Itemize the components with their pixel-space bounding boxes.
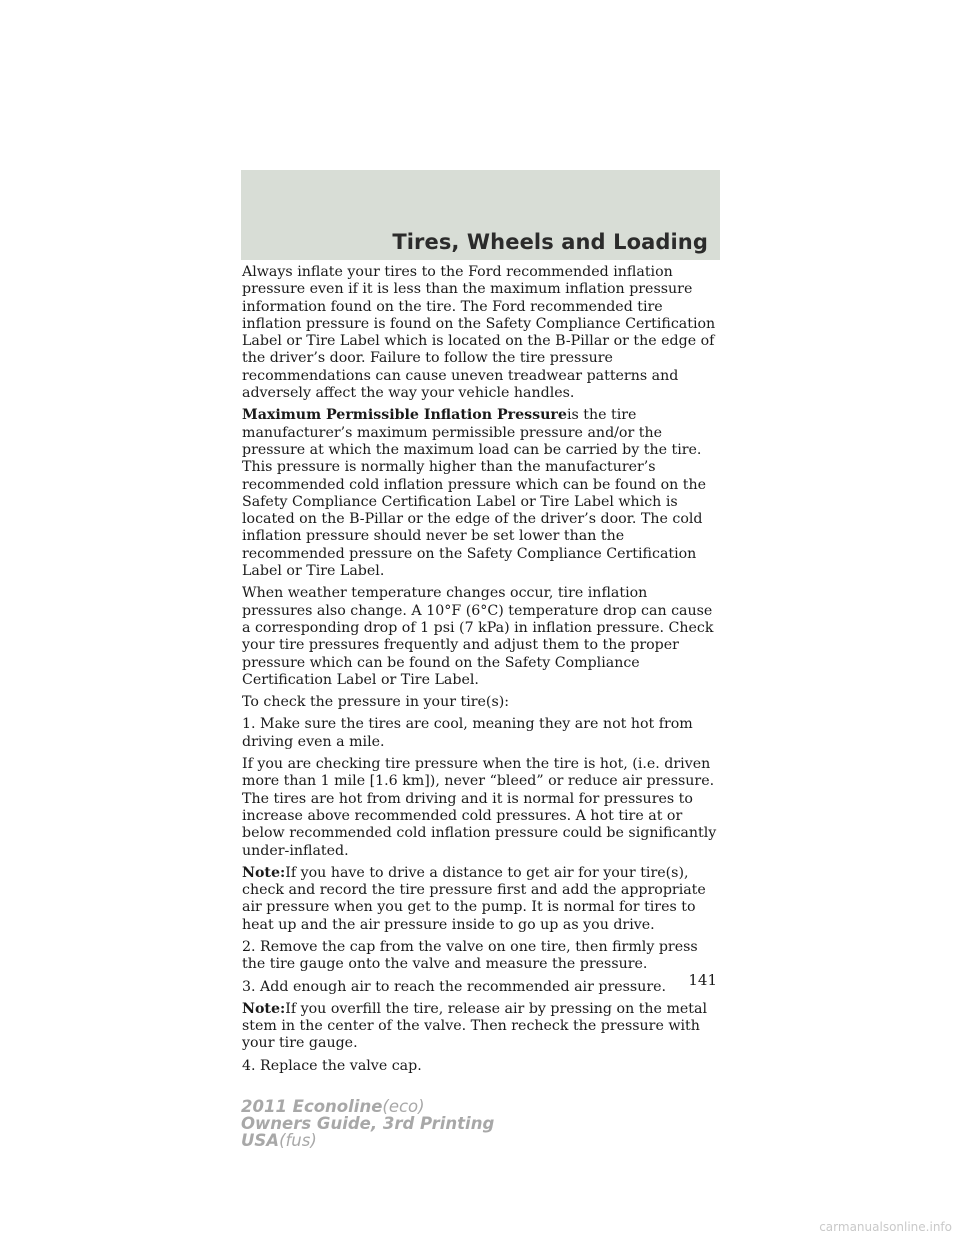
step-2: 2. Remove the cap from the valve on one tire, then firmly press the tire gauge onto the valve and measure the pressure. xyxy=(242,938,698,973)
footer-line-2: Owners Guide, 3rd Printing xyxy=(241,1114,495,1133)
note-overfill xyxy=(242,1001,720,1053)
note-drive-distance xyxy=(242,865,720,934)
paragraph-inflation: Always inflate your tires to the Ford recommended inflation pressure even if it is less than the maximum inflation pressure information found on the tire. The Ford recommended tire inflation pressure is found on the Safety Compliance Certification Label or Tire Label which is located on the B-Pillar or the edge of the driver’s door. Failure to follow the tire pressure recommendations can cause uneven treadwear patterns and adversely affect the way your vehicle handles. xyxy=(242,264,716,402)
page-number: 141 xyxy=(688,971,717,989)
note-label: Note: xyxy=(242,864,286,881)
footer-line-1 xyxy=(241,1098,494,1115)
footer xyxy=(241,1098,494,1149)
term-max-pressure: Maximum Permissible Inflation Pressure xyxy=(242,407,567,424)
paragraph-hot-tire: If you are checking tire pressure when the tire is hot, (i.e. driven more than 1 mile [1.6 km]), never “bleed” or reduce air pressure. The tires are hot from driving and it is normal for pressures to increase above recommended cold pressures. A hot tire at or below recommended cold inflation pressure could be significantly under-inflated. xyxy=(242,756,717,859)
footer-line-3 xyxy=(241,1132,494,1149)
footer-market-code: (fus) xyxy=(279,1131,317,1150)
page-body xyxy=(242,264,720,1080)
paragraph-max-pressure xyxy=(242,407,720,580)
step-3: 3. Add enough air to reach the recommended air pressure. xyxy=(242,978,667,995)
paragraph-check-intro: To check the pressure in your tire(s): xyxy=(242,694,510,711)
paragraph-weather: When weather temperature changes occur, tire inflation pressures also change. A 10°F (6°C) temperature drop can cause a corresponding drop of 1 psi (7 kPa) in inflation pressure. Check your tire pressures frequently and adjust them to the proper pressure which can be found on the Safety Compliance Certification Label or Tire Label. xyxy=(242,585,714,688)
step-4: 4. Replace the valve cap. xyxy=(242,1057,422,1074)
step-1: 1. Make sure the tires are cool, meaning they are not hot from driving even a mile. xyxy=(242,716,693,750)
section-header-band xyxy=(241,170,720,260)
section-title: Tires, Wheels and Loading xyxy=(392,230,708,254)
note-label: Note: xyxy=(242,1000,286,1017)
footer-model-code: (eco) xyxy=(382,1097,425,1116)
note-text: If you overfill the tire, release air by pressing on the metal stem in the center of the valve. Then recheck the pressure with your tire gauge. xyxy=(242,1000,708,1052)
definition-max-pressure: is the tire manufacturer’s maximum permissible pressure and/or the pressure at which the maximum load can be carried by the tire. This pressure is normally higher than the manufacturer’s recommended cold inflation pressure which can be found on the Safety Compliance Certification Label or Tire Label which is located on the B-Pillar or the edge of the driver’s door. The cold inflation pressure should never be set lower than the recommended pressure on the Safety Compliance Certification Label or Tire Label. xyxy=(242,407,706,580)
footer-model: 2011 Econoline xyxy=(241,1097,383,1116)
note-text: If you have to drive a distance to get air for your tire(s), check and record the tire pressure first and add the appropriate air pressure when you get to the pump. It is normal for tires to heat up and the air pressure inside to go up as you drive. xyxy=(242,864,706,933)
watermark: carmanualsonline.info xyxy=(819,1220,952,1234)
footer-market: USA xyxy=(241,1131,280,1150)
